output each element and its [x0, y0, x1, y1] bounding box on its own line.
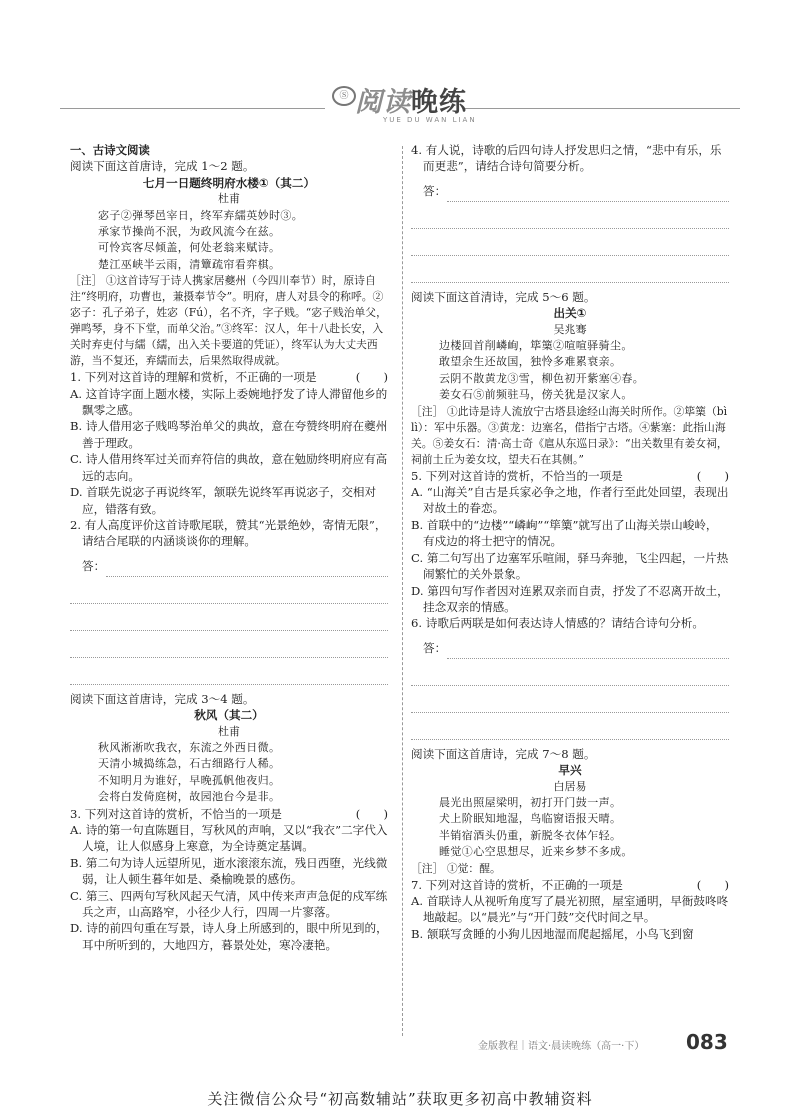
answer-area-2[interactable] — [70, 558, 388, 685]
question-3-option-c: C. 第三、四两句写秋风起天气清，风中传来声声急促的戍军练兵之声，山高路窄，小径少人行，四周一片寥落。 — [70, 888, 388, 919]
answer-line[interactable] — [411, 229, 729, 256]
answer-line[interactable] — [411, 202, 729, 229]
poem-line: 不知明月为谁好，早晚孤帆他夜归。 — [98, 773, 281, 787]
question-7-text: 7. 下列对这首诗的赏析，不正确的一项是 — [411, 877, 623, 892]
footer-book-title: 金版教程｜语文·晨读晚练（高一·下） — [478, 1041, 645, 1052]
question-5-text: 5. 下列对这首诗的赏析，不恰当的一项是 — [411, 468, 623, 483]
question-2-stem: 2. 有人高度评价这首诗歌尾联，赞其“光景绝妙，寄情无限”，请结合尾联的内涵谈谈你的理解。 — [70, 517, 387, 549]
question-7-option-a: A. 首联诗人从视听角度写了晨光初照，屋室通明，早衙鼓咚咚地敲起。以“晨光”与“开门鼓”交代时间之早。 — [411, 893, 729, 925]
poem-4-author: 白居易 — [553, 779, 587, 793]
section-heading: 一、古诗文阅读 — [70, 143, 150, 157]
question-5-stem — [411, 468, 729, 484]
page-number: 083 — [686, 1030, 728, 1054]
answer-bracket: ( ) — [696, 468, 729, 483]
question-1-text: 1. 下列对这首诗的理解和赏析，不正确的一项是 — [70, 370, 317, 385]
poem-2-author: 杜甫 — [218, 724, 240, 738]
answer-line[interactable] — [411, 686, 729, 713]
answer-label: 答： — [82, 558, 106, 573]
question-7-stem — [411, 877, 729, 893]
poem-2-body — [70, 740, 388, 806]
poem-line: 会将白发倚庭树，故园池台今是非。 — [98, 790, 281, 804]
poem-1-body — [70, 208, 388, 274]
question-5-option-b: B. 首联中的“边楼”“嶙峋”“筚篥”就写出了山海关崇山峻岭，有戍边的将士把守的情况。 — [411, 517, 718, 549]
bottom-watermark-note: 关注微信公众号“初高数辅站”获取更多初高中教辅资料 — [207, 1090, 593, 1108]
left-column — [70, 142, 388, 953]
answer-line[interactable] — [411, 256, 729, 283]
poem-line: 天清小城捣练急，石古细路行人稀。 — [98, 757, 281, 771]
poem-1-note: ［注］ ①这首诗写于诗人携家居夔州（今四川奉节）时，原诗自注“终明府，功曹也，兼摄奉节令”。明府，唐人对县令的称呼。②宓子：孔子弟子，姓宓（Fú），名不齐，字子贱。“宓子贱治单父，弹鸣琴，身不下堂，而单父治。”③终军：汉人，年十八赴长安，入关时弃吏付与繻（繻，出入关卡要道的凭证），终军认为大丈夫西游，当不复还，弃繻而去，后果然取得成就。 — [70, 274, 387, 368]
answer-line[interactable] — [70, 604, 388, 631]
poem-line: 睡觉①心空思想尽，近来乡梦不多成。 — [439, 845, 633, 859]
answer-line[interactable] — [447, 640, 729, 659]
question-1-option-b: B. 诗人借用宓子贱鸣琴治单父的典故，意在夸赞终明府在夔州善于理政。 — [70, 419, 388, 450]
answer-line[interactable] — [70, 577, 388, 604]
poem-4-note: ［注］ ①觉：醒。 — [411, 861, 501, 875]
reading-intro-4: 阅读下面这首唐诗，完成 7～8 题。 — [411, 746, 596, 761]
poem-line: 犬上阶眠知地湿，鸟临窗语报天晴。 — [439, 812, 622, 826]
poem-line: 宓子②弹琴邑宰日，终军弃繻英妙时③。 — [98, 208, 304, 222]
poem-line: 楚江巫峡半云雨，清簟疏帘看弈棋。 — [98, 257, 281, 271]
answer-bracket: ( ) — [355, 806, 388, 821]
answer-label: 答： — [423, 640, 447, 655]
question-6-stem: 6. 诗歌后两联是如何表达诗人情感的？请结合诗句分析。 — [411, 616, 704, 631]
answer-line[interactable] — [447, 183, 729, 202]
question-1-option-d: D. 首联先说宓子再说终军，颔联先说终军再说宓子，交相对应，错落有致。 — [70, 485, 377, 516]
question-1-option-a: A. 这首诗字面上题水楼，实际上委婉地抒发了诗人滞留他乡的飘零之感。 — [70, 386, 388, 418]
poem-3-note: ［注］ ①此诗是诗人流放宁古塔县途经山海关时所作。②筚篥（bì lì）：军中乐器。③黄龙：边塞名，借指宁古塔。④紫塞：此指山海关。⑤姜女石：清·高士奇《扈从东巡日录》：“出关数里有姜女祠，祠前土丘为姜女坟，望夫石在其侧。” — [411, 404, 728, 466]
question-1-option-c: C. 诗人借用终军过关而弃符信的典故，意在勉励终明府应有高远的志向。 — [70, 452, 388, 483]
answer-bracket: ( ) — [696, 877, 729, 892]
poem-4-title: 早兴 — [558, 763, 582, 778]
logo-title-italic: 阅读 — [355, 87, 411, 118]
right-column — [411, 142, 729, 942]
poem-3-body — [411, 338, 729, 404]
poem-line: 云阴不散黄龙③雪，柳色初开紫塞④春。 — [439, 371, 645, 385]
poem-2-title: 秋风（其二） — [194, 708, 264, 723]
poem-line: 秋风淅淅吹我衣，东流之外西日微。 — [98, 740, 281, 754]
answer-bracket: ( ) — [355, 370, 388, 385]
question-3-stem — [70, 806, 388, 822]
poem-3-author: 吴兆骞 — [553, 322, 587, 336]
section-logo-title — [355, 80, 467, 119]
answer-line[interactable] — [411, 713, 729, 740]
question-1-stem — [70, 369, 388, 385]
answer-line[interactable] — [70, 658, 388, 685]
logo-badge-icon: Ⓢ — [332, 86, 356, 106]
poem-line: 晨光出照屋梁明，初打开门鼓一声。 — [439, 795, 622, 809]
header-rule-left — [60, 108, 325, 109]
logo-pinyin: YUE DU WAN LIAN — [383, 116, 477, 124]
header-rule-right — [465, 108, 740, 109]
column-divider — [402, 146, 403, 1036]
question-3-text: 3. 下列对这首诗的赏析，不恰当的一项是 — [70, 806, 282, 821]
question-5-option-d: D. 第四句写作者因对连累双亲而自责，抒发了不忍离开故土，挂念双亲的情感。 — [411, 583, 729, 614]
question-7-option-b: B. 颔联写贪睡的小狗儿因地湿而爬起摇尾，小鸟飞到窗 — [411, 926, 694, 941]
reading-intro-1: 阅读下面这首唐诗，完成 1～2 题。 — [70, 159, 255, 174]
logo-title-bold: 晚练 — [411, 87, 467, 118]
poem-1-title: 七月一日题终明府水楼①（其二） — [142, 175, 316, 190]
poem-line: 边楼回首削嶙峋，筚篥②喧喧驿骑尘。 — [439, 339, 633, 353]
poem-line: 承家节操尚不泯，为政风流今在兹。 — [98, 225, 281, 239]
question-3-option-d: D. 诗的前四句重在写景，诗人身上所感到的，眼中所见到的，耳中所听到的，大地四方，暮景处处，寒冷凄艳。 — [70, 921, 388, 952]
answer-label: 答： — [423, 183, 447, 198]
question-5-option-c: C. 第二句写出了边塞军乐喧闹，驿马奔驰，飞尘四起，一片热闹繁忙的关外景象。 — [411, 550, 729, 582]
reading-intro-2: 阅读下面这首唐诗，完成 3～4 题。 — [70, 691, 255, 706]
poem-line: 可怜宾客尽倾盖，何处老翁来赋诗。 — [98, 241, 281, 255]
poem-line: 半销宿酒头仍重，新脱冬衣体乍轻。 — [439, 828, 622, 842]
poem-line: 敢望余生还故国，独怜多难累衰亲。 — [439, 355, 622, 369]
question-4-stem: 4. 有人说，诗歌的后四句诗人抒发思归之情，“悲中有乐，乐而更悲”，请结合诗句简要分析。 — [411, 143, 722, 174]
question-3-option-b: B. 第二句为诗人远望所见，逝水滚滚东流，残日西堕，光线微弱，让人顿生暮年如是、桑榆晚景的感伤。 — [70, 855, 388, 887]
question-3-option-a: A. 诗的第一句直陈题目，写秋风的声响，又以“我衣”二字代入人境，让人似感身上寒意，为全诗奠定基调。 — [70, 822, 388, 854]
answer-line[interactable] — [411, 659, 729, 686]
poem-1-author: 杜甫 — [218, 192, 240, 206]
reading-intro-3: 阅读下面这首清诗，完成 5～6 题。 — [411, 289, 596, 304]
question-5-option-a: A. “山海关”自古是兵家必争之地，作者行至此处回望，表现出对故土的眷恋。 — [411, 485, 729, 516]
poem-3-title: 出关① — [553, 306, 587, 321]
poem-4-body — [411, 795, 729, 861]
answer-line[interactable] — [106, 558, 388, 577]
answer-area-4[interactable] — [411, 183, 729, 283]
poem-line: 姜女石⑤前频驻马，傍关犹是汉家人。 — [439, 388, 633, 402]
answer-area-6[interactable] — [411, 640, 729, 740]
answer-line[interactable] — [70, 631, 388, 658]
